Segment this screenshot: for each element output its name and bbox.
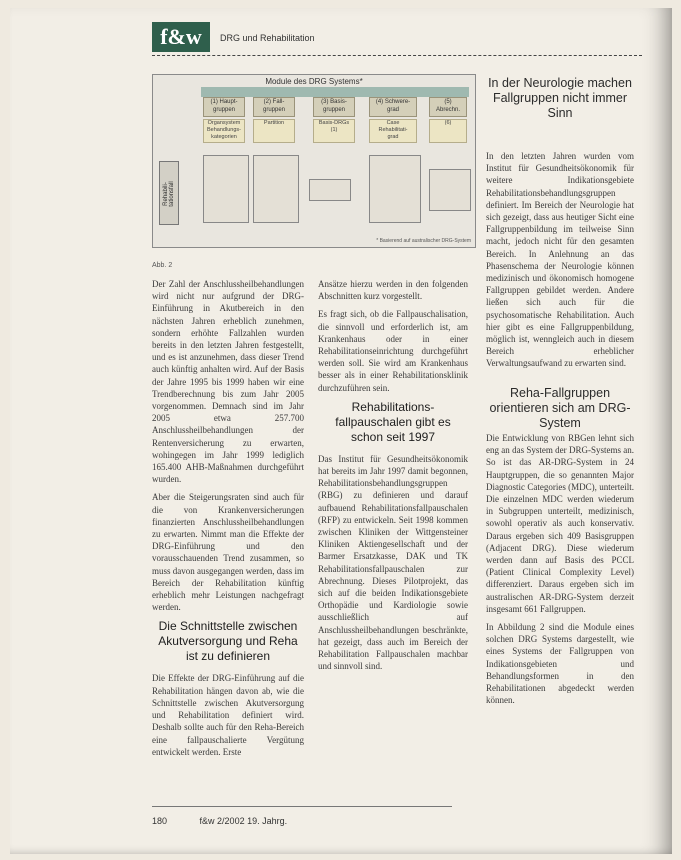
footer (152, 816, 287, 826)
figure-row-cell: Basis-DRGs (1) (313, 119, 355, 143)
paragraph: Ansätze hierzu werden in den folgenden Abschnitten kurz vorgestellt. (318, 279, 468, 302)
sidebar-heading: In der Neurologie machen Fallgruppen nicht immer Sinn (488, 76, 632, 120)
figure-box (309, 179, 351, 201)
figure-box (369, 155, 421, 223)
paragraph: In den letzten Jahren wurden vom Institut für Gesundheitsökonomik für weitere Indikationsgebiete Rehabilitationsbehandlungsgruppen definiert. Im Bereich der Neurologie hat sich gezeigt, dass aus heutiger Sicht eine Fallgruppenbildung im teilweise Sinn macht, jedoch nicht für den gesamten Bereich. In Anlehnung an das Phasenschema der Neurologie können medizinisch und ökonomisch homogene Fallgruppen gebildet werden. Andere ließen sich auch für die psychosomatische Rehabilitation. Auch hier gibt es eine Fallgruppenbildung, möglich ist, wenngleich auch in diesem Bereich erheblicher Verwaltungsaufwand zu erwarten sind. (486, 151, 634, 369)
figure-box (203, 155, 249, 223)
paragraph: In Abbildung 2 sind die Module eines solchen DRG Systems dargestellt, wie eines Systems der Fallgruppen von Indikationsgebieten und Behandlungsformen in den Rehabilitationen abgedeckt werden können. (486, 622, 634, 706)
paragraph: Der Zahl der Anschlussheilbehandlungen wird nicht nur aufgrund der DRG-Einführung in Akutbereich in den nächsten Jahren erheblich zunehmen, sondern erhöhte Fallzahlen wurden bereits in den letzten Jahren festgestellt, und es ist anzunehmen, dass dieser Trend auch künftig anhalten wird. Auf der Basis der Jahre 1995 bis 1999 haben wir eine Trendberechnung bis zum Jahr 2005 vorgenommen. Demnach sind im Jahr 2005 etwa 257.700 Anschlussheilbehandlungen der Rentenversicherung zu erwarten, wohingegen im Jahr 1999 lediglich 165.400 AHB-Maßnahmen durchgeführt wurden. (152, 279, 304, 485)
figure-row-cell: Organsystem Behandlungs- kategorien (203, 119, 245, 143)
subheading: Rehabilitations-fallpauschalen gibt es schon seit 1997 (335, 399, 451, 444)
figure-box (253, 155, 299, 223)
figure-column-head: (4) Schwere- grad (369, 97, 417, 117)
figure-column-head: (1) Haupt- gruppen (203, 97, 245, 117)
paragraph: Die Entwicklung von RBGen lehnt sich eng an das System der DRG-Systems an. So ist das AR-DRG-System in 24 Hauptgruppen, die so genannten Major Diagnostic Categories (MDC), unterteilt. Die einzelnen MDC werden wiederum in Subgruppen unterteilt, medizinisch, sowohl operativ als auch konservativ. Daraus ergeben sich 409 Basisgruppen (Adjacent DRG). Diese wiederum werden dann auf Basis des PCCL (Patient Clinical Complexity Level) differenziert. Daraus ergeben sich im australischen AR-DRG-System derzeit insgesamt 661 Fallgruppen. (486, 433, 634, 614)
figure-box (429, 169, 471, 211)
journal-logo: f&w (152, 22, 210, 52)
figure-row-cell: Partition (253, 119, 295, 143)
figure-note: * Basierend auf australischer DRG-System (376, 238, 471, 244)
figure-caption: Abb. 2 (152, 262, 173, 269)
paragraph: Die Effekte der DRG-Einführung auf die Rehabilitation hängen davon ab, wie die Schnittstelle zwischen Akutversorgung und Rehabilitation definiert wird. Deshalb sollte auch für den Reha-Bereich eine fallpauschalierte Vergütung entwickelt werden. Erste (152, 673, 304, 757)
subheading: Reha-Fallgruppen orientieren sich am DRG-System (489, 386, 631, 430)
figure-column-head: (3) Basis- gruppen (313, 97, 355, 117)
paragraph: Aber die Steigerungsraten sind auch für die von Krankenversicherungen finanzierten Anschlussheilbehandlungen zu erwarten. Nimmt man die Effekte der DRG-Einführung und den vorausschauenden Trend zusammen, so muss davon ausgegangen werden, dass im Bereich der Rehabilitation künftig erheblich mehr Leistungen nachgefragt werden. (152, 492, 304, 613)
header-rule (152, 55, 642, 56)
figure-row-cell: Case Rehabilitati- grad (369, 119, 417, 143)
figure-row-cell: (6) (429, 119, 467, 143)
figure-side-label: Rehabili- tationsfall (163, 181, 175, 207)
figure-column-head: (2) Fall- gruppen (253, 97, 295, 117)
figure-column-head: (5) Abrechn. (429, 97, 467, 117)
paragraph: Es fragt sich, ob die Fallpauschalisation, die sinnvoll und erforderlich ist, am Krankenhaus oder in einer Rehabilitationseinrichtung durchgeführt werden soll. Sie wird am Krankenhaus besser als in einer Rehabilitationsklinik durchzuführen sein. (318, 309, 468, 393)
figure-diagram (152, 74, 476, 248)
page-number: 180 (152, 816, 168, 826)
figure-title: Module des DRG Systems* (265, 77, 363, 86)
issue-info: f&w 2/2002 19. Jahrg. (199, 816, 288, 826)
paragraph: Das Institut für Gesundheitsökonomik hat bereits im Jahr 1997 damit begonnen, Rehabilitationsbehandlungsgruppen (RBG) zu definieren und darauf aufbauend Rehabilitationsfallpauschalen (RFP) zu entwickeln. Seit 1998 kommen zwischen Kliniken der Wittgensteiner Kliniken Aktiengesellschaft und der Barmer Ersatzkasse, DAK und TK Rehabilitationsfallpauschalen zur Abrechnung. Dieses Pilotprojekt, das sich auf die beiden Indikationsgebiete Orthopädie und Kardiologie sowie ausschließlich auf Anschlussheilbehandlungen beschränkte, hat gezeigt, dass auch im Bereich der Rehabilitation Fallpauschalen machbar und sinnvoll sind. (318, 453, 468, 672)
column-3 (486, 150, 634, 376)
figure-banner (201, 87, 469, 97)
subheading: Die Schnittstelle zwischen Akutversorgung und Reha ist zu definieren (158, 619, 298, 664)
column-1 (152, 278, 304, 764)
column-2 (318, 278, 468, 678)
figure-side-box (159, 161, 179, 225)
column-3-lower (486, 432, 634, 712)
footer-rule (152, 806, 452, 807)
section-title: DRG und Rehabilitation (220, 33, 315, 43)
